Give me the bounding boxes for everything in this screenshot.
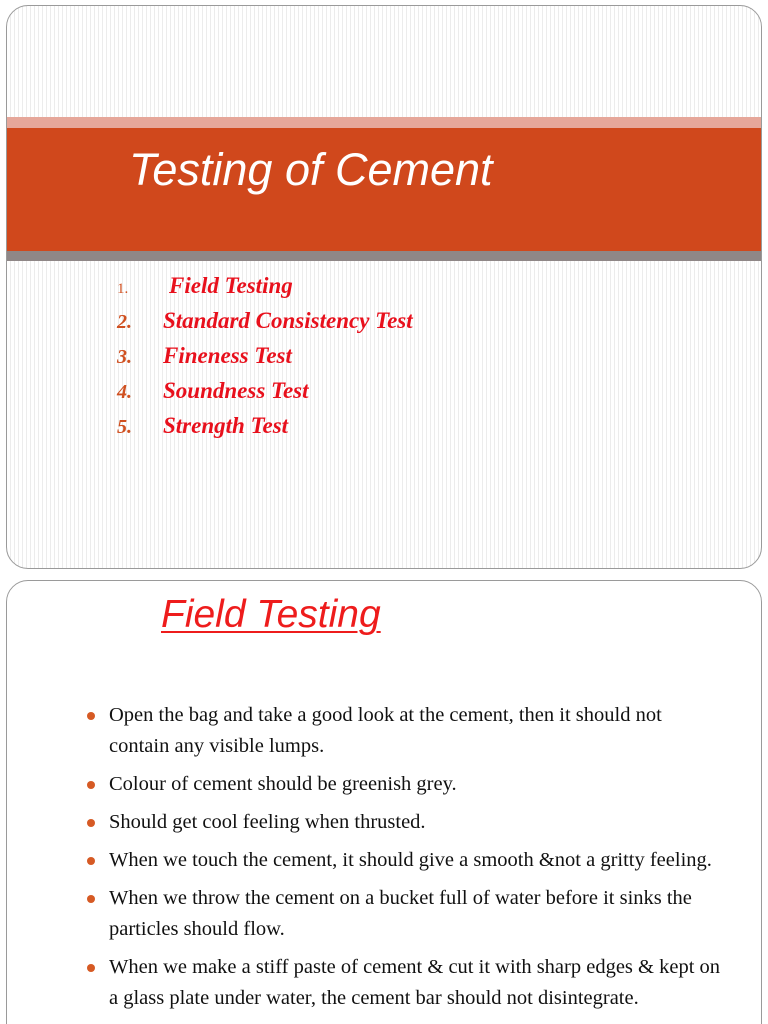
list-item-number: 5. <box>117 416 132 438</box>
slide-title: Testing of Cement <box>129 144 493 195</box>
bullet-item <box>87 700 727 762</box>
slide-field-testing <box>6 580 762 1024</box>
list-item-number: 1. <box>117 281 129 297</box>
bullet-item <box>87 769 727 800</box>
bullet-text: When we throw the cement on a bucket full of water before it sinks the particles should flow. <box>109 887 692 940</box>
bullet-dot-icon <box>87 895 95 903</box>
bullet-text: Should get cool feeling when thrusted. <box>109 811 426 833</box>
list-item-label: Field Testing <box>169 273 293 298</box>
bullet-dot-icon <box>87 819 95 827</box>
list-item <box>117 408 413 443</box>
bullet-dot-icon <box>87 857 95 865</box>
title-band-top-stripe <box>7 117 761 128</box>
list-item-number: 4. <box>117 381 132 403</box>
bullet-text: When we touch the cement, it should give a smooth &not a gritty feeling. <box>109 849 712 871</box>
bullet-list <box>87 700 727 1021</box>
list-item <box>117 268 413 303</box>
bullet-item <box>87 952 727 1014</box>
list-item-number: 2. <box>117 311 132 333</box>
bullet-item <box>87 845 727 876</box>
bullet-dot-icon <box>87 781 95 789</box>
list-item-label: Soundness Test <box>163 378 309 403</box>
title-band-bottom-stripe <box>7 251 761 261</box>
bullet-item <box>87 883 727 945</box>
slide-testing-of-cement <box>6 5 762 569</box>
slide-title: Field Testing <box>161 593 381 636</box>
bullet-dot-icon <box>87 964 95 972</box>
bullet-item <box>87 807 727 838</box>
bullet-text: Open the bag and take a good look at the cement, then it should not contain any visible lumps. <box>109 704 662 757</box>
bullet-text: When we make a stiff paste of cement & cut it with sharp edges & kept on a glass plate under water, the cement bar should not disintegrate. <box>109 956 721 1009</box>
bullet-text: Colour of cement should be greenish grey. <box>109 773 457 795</box>
list-item-label: Fineness Test <box>163 343 292 368</box>
list-item-label: Strength Test <box>163 413 289 438</box>
bullet-dot-icon <box>87 712 95 720</box>
list-item-number: 3. <box>117 346 132 368</box>
list-item <box>117 373 413 408</box>
list-item <box>117 303 413 338</box>
list-item <box>117 338 413 373</box>
test-list <box>117 268 413 443</box>
list-item-label: Standard Consistency Test <box>163 308 413 333</box>
